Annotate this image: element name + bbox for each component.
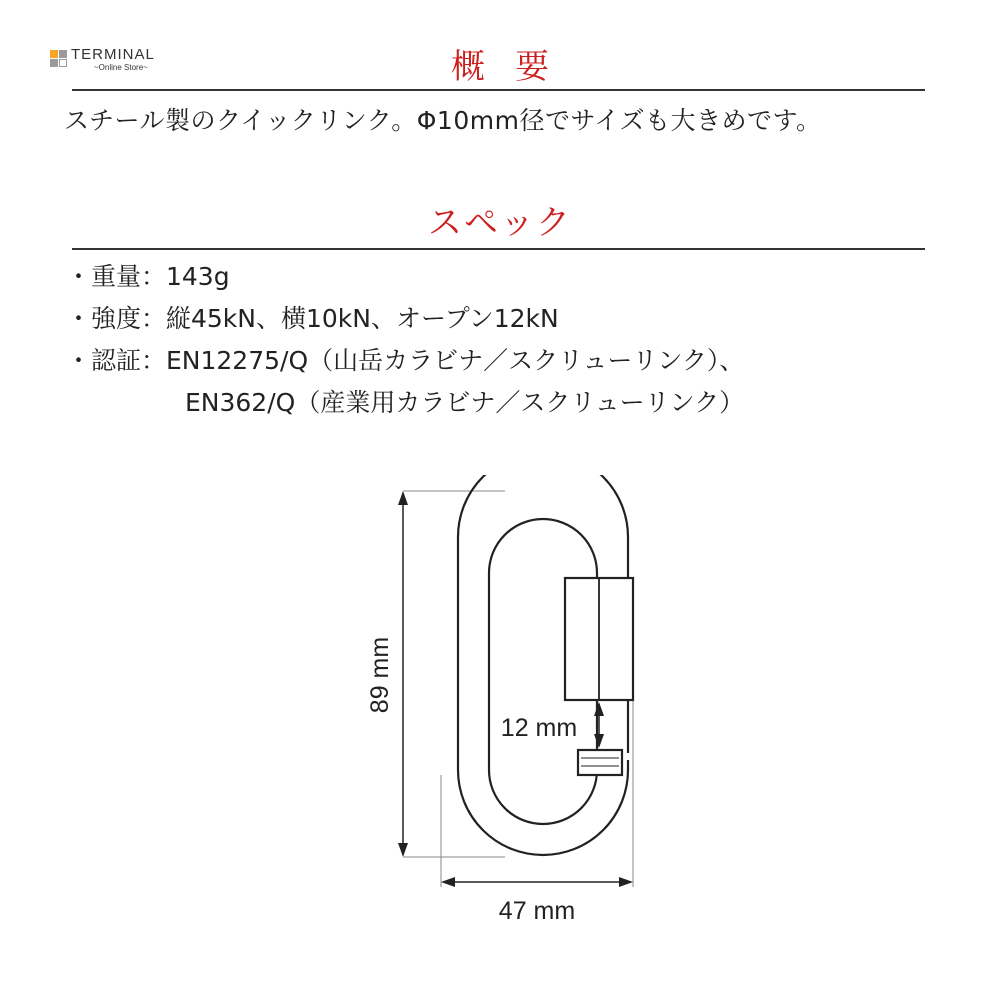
overview-description: スチール製のクイックリンク。Φ10mm径でサイズも大きめです。 <box>64 106 822 135</box>
width-arrow-right <box>619 877 633 887</box>
gate-label: 12 mm <box>500 714 578 742</box>
height-arrow-bottom <box>398 843 408 857</box>
spec-weight: ・重量：143g <box>66 262 230 291</box>
gate-arrow-top <box>594 702 604 716</box>
spec-title: スペック <box>428 203 572 243</box>
overview-divider <box>72 89 925 91</box>
width-arrow-left <box>441 877 455 887</box>
height-arrow-top <box>398 491 408 505</box>
logo-name: TERMINAL <box>71 46 155 63</box>
spec-certification-continued: EN362/Q（産業用カラビナ／スクリューリンク） <box>185 388 745 417</box>
overview-title <box>0 47 1000 87</box>
gate-arrow-bottom <box>594 734 604 748</box>
logo-tagline: ~Online Store~ <box>94 63 148 72</box>
width-label: 47 mm <box>498 897 576 925</box>
overview-title-text: 概要 <box>451 47 579 87</box>
quicklink-drawing <box>360 475 660 935</box>
spec-list <box>66 256 744 424</box>
height-label: 89 mm <box>366 636 394 714</box>
spec-divider <box>72 248 925 250</box>
spec-strength: ・強度：縦45kN、横10kN、オープン12kN <box>66 304 559 333</box>
threaded-end <box>578 750 622 775</box>
quicklink-diagram <box>360 475 660 935</box>
spec-certification: ・認証：EN12275/Q（山岳カラビナ／スクリューリンク）、 <box>66 346 745 375</box>
